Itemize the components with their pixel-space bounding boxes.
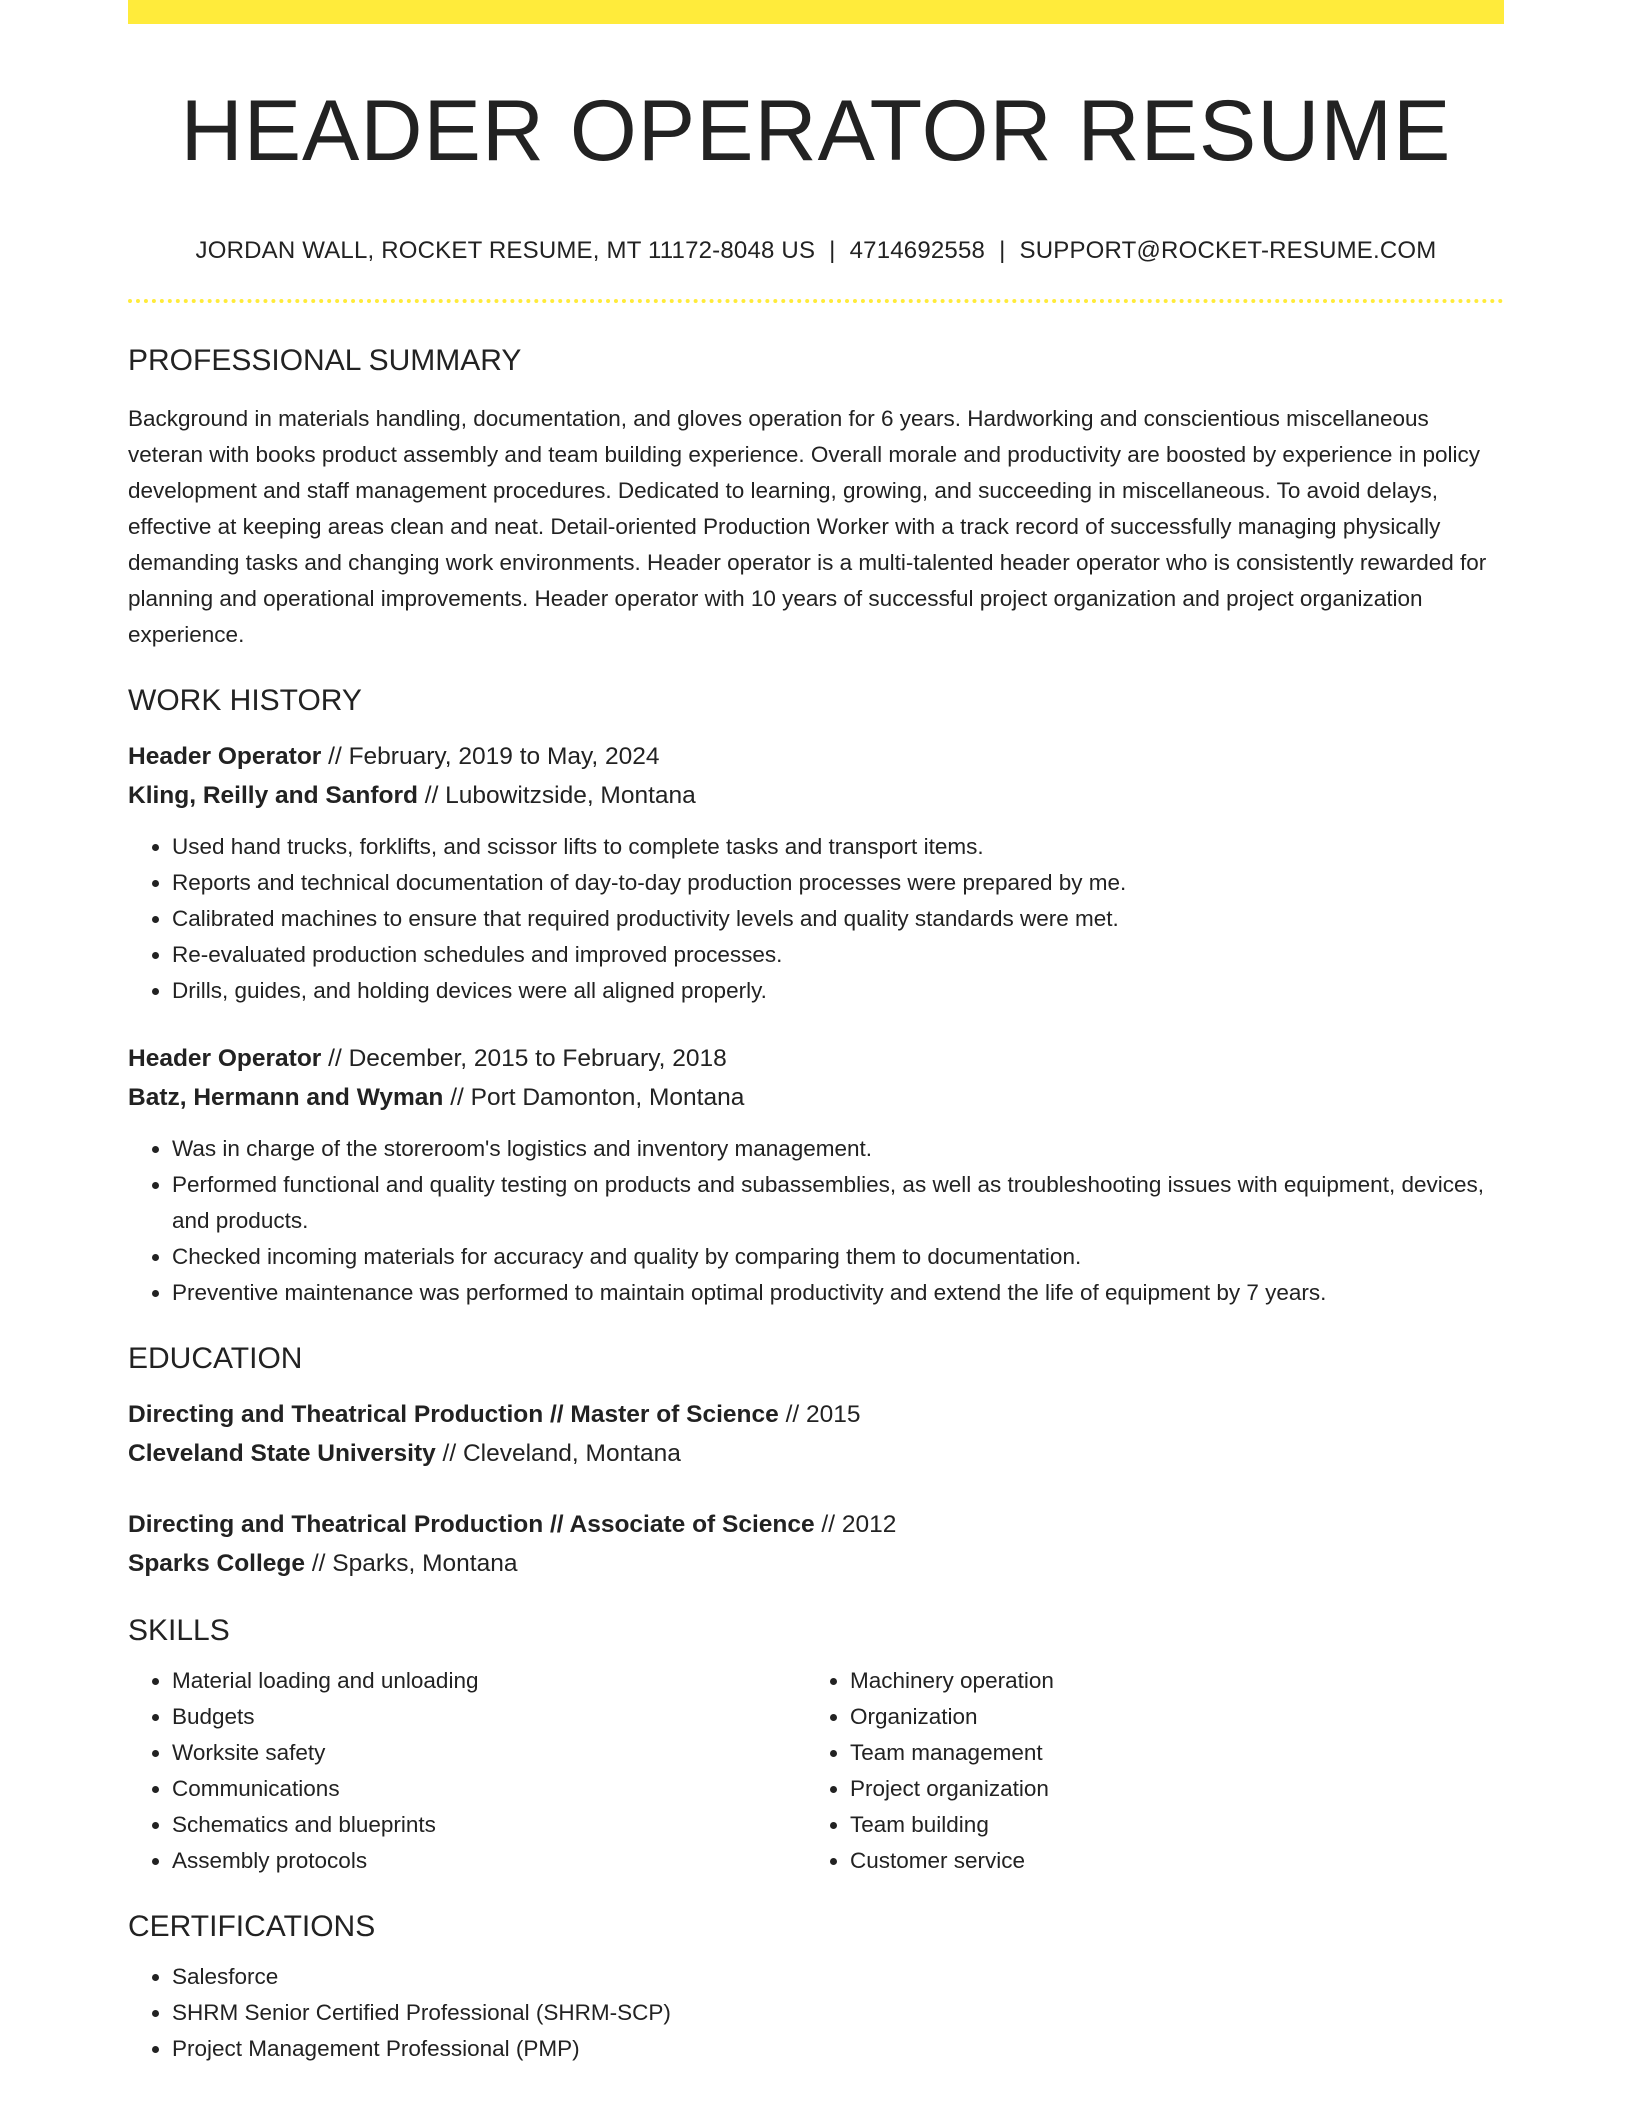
certifications-section bbox=[128, 1909, 1504, 2067]
list-item: • Salesforce bbox=[172, 1959, 1504, 1995]
contact-email: SUPPORT@ROCKET-RESUME.COM bbox=[1019, 236, 1437, 264]
graduation-year: // 2015 bbox=[778, 1401, 861, 1429]
list-item: • SHRM Senior Certified Professional (SHRM-SCP) bbox=[172, 1995, 1504, 2031]
list-item: • Drills, guides, and holding devices were all aligned properly. bbox=[172, 973, 1504, 1009]
school-location: // Sparks, Montana bbox=[305, 1550, 518, 1578]
school-name: Sparks College bbox=[128, 1550, 306, 1578]
degree-line bbox=[128, 1395, 1504, 1434]
job-role: Header Operator bbox=[128, 1045, 322, 1073]
job-entry bbox=[128, 1039, 1504, 1311]
school-line bbox=[128, 1434, 1504, 1473]
school-line bbox=[128, 1544, 1504, 1583]
summary-paragraph: Background in materials handling, documentation, and gloves operation for 6 years. Hardworking and conscientious miscellaneous veteran with books product assembly and team building experience. Overall morale and productivity are boosted by experience in policy development and staff management procedures. Dedicated to learning, growing, and succeeding in miscellaneous. To avoid delays, effective at keeping areas clean and neat. Detail-oriented Production Worker with a track record of successfully managing physically demanding tasks and changing work environments. Header operator is a multi-talented header operator who is consistently rewarded for planning and operational improvements. Header operator with 10 years of successful project organization and project organization experience. bbox=[128, 406, 1487, 648]
list-item: • Worksite safety bbox=[172, 1735, 806, 1771]
job-location: // Lubowitzside, Montana bbox=[417, 782, 696, 810]
skills-list bbox=[806, 1663, 1484, 1879]
list-item: • Machinery operation bbox=[850, 1663, 1484, 1699]
list-item: • Team building bbox=[850, 1807, 1484, 1843]
job-entry bbox=[128, 737, 1504, 1009]
list-item: • Assembly protocols bbox=[172, 1843, 806, 1879]
contact-separator: | bbox=[829, 236, 836, 264]
contact-separator: | bbox=[999, 236, 1006, 264]
skills-grid bbox=[128, 1663, 1504, 1879]
job-dates: // February, 2019 to May, 2024 bbox=[321, 743, 660, 771]
job-title-line bbox=[128, 1039, 1504, 1078]
contact-phone: 4714692558 bbox=[849, 236, 986, 264]
contact-line bbox=[128, 237, 1504, 266]
certifications-list bbox=[128, 1959, 1504, 2067]
school-name: Cleveland State University bbox=[128, 1440, 436, 1468]
section-title-education: EDUCATION bbox=[128, 1342, 303, 1376]
section-title-certifications: CERTIFICATIONS bbox=[128, 1910, 376, 1944]
education-section bbox=[128, 1341, 1504, 1583]
list-item: • Schematics and blueprints bbox=[172, 1807, 806, 1843]
job-company-line bbox=[128, 1078, 1504, 1117]
section-title-work-history: WORK HISTORY bbox=[128, 684, 362, 718]
job-company: Kling, Reilly and Sanford bbox=[128, 782, 418, 810]
dotted-divider bbox=[128, 299, 1504, 303]
list-item: • Was in charge of the storeroom's logistics and inventory management. bbox=[172, 1131, 1504, 1167]
work-history-section bbox=[128, 683, 1504, 1311]
job-dates: // December, 2015 to February, 2018 bbox=[321, 1045, 727, 1073]
degree: Directing and Theatrical Production // Associate of Science bbox=[128, 1511, 815, 1539]
list-item: • Organization bbox=[850, 1699, 1484, 1735]
resume-page bbox=[128, 0, 1504, 2067]
list-item: • Customer service bbox=[850, 1843, 1484, 1879]
list-item: • Checked incoming materials for accuracy and quality by comparing them to documentation. bbox=[172, 1239, 1504, 1275]
section-title-skills: SKILLS bbox=[128, 1614, 230, 1648]
list-item: • Re-evaluated production schedules and improved processes. bbox=[172, 937, 1504, 973]
job-company-line bbox=[128, 776, 1504, 815]
skills-list bbox=[128, 1663, 806, 1879]
job-title-line bbox=[128, 737, 1504, 776]
list-item: • Reports and technical documentation of day-to-day production processes were prepared by me. bbox=[172, 865, 1504, 901]
list-item: • Calibrated machines to ensure that required productivity levels and quality standards were met. bbox=[172, 901, 1504, 937]
resume-title: HEADER OPERATOR RESUME bbox=[180, 83, 1452, 179]
list-item: • Project organization bbox=[850, 1771, 1484, 1807]
degree: Directing and Theatrical Production // Master of Science bbox=[128, 1401, 779, 1429]
list-item: • Team management bbox=[850, 1735, 1484, 1771]
skills-column-left bbox=[128, 1663, 806, 1879]
list-item: • Performed functional and quality testing on products and subassemblies, as well as troubleshooting issues with equipment, devices, and products. bbox=[172, 1167, 1504, 1239]
skills-column-right bbox=[806, 1663, 1484, 1879]
education-entry bbox=[128, 1395, 1504, 1473]
list-item: • Preventive maintenance was performed to maintain optimal productivity and extend the life of equipment by 7 years. bbox=[172, 1275, 1504, 1311]
graduation-year: // 2012 bbox=[814, 1511, 897, 1539]
contact-address: JORDAN WALL, ROCKET RESUME, MT 11172-8048 US bbox=[195, 236, 816, 264]
job-company: Batz, Hermann and Wyman bbox=[128, 1084, 444, 1112]
list-item: • Communications bbox=[172, 1771, 806, 1807]
list-item: • Material loading and unloading bbox=[172, 1663, 806, 1699]
accent-top-bar bbox=[128, 0, 1504, 24]
list-item: • Budgets bbox=[172, 1699, 806, 1735]
section-title-summary: PROFESSIONAL SUMMARY bbox=[128, 344, 522, 378]
list-item: • Project Management Professional (PMP) bbox=[172, 2031, 1504, 2067]
job-role: Header Operator bbox=[128, 743, 322, 771]
job-bullets bbox=[128, 829, 1504, 1009]
skills-section bbox=[128, 1613, 1504, 1879]
list-item: • Used hand trucks, forklifts, and scissor lifts to complete tasks and transport items. bbox=[172, 829, 1504, 865]
degree-line bbox=[128, 1505, 1504, 1544]
school-location: // Cleveland, Montana bbox=[435, 1440, 681, 1468]
education-entry bbox=[128, 1505, 1504, 1583]
job-location: // Port Damonton, Montana bbox=[443, 1084, 745, 1112]
job-bullets bbox=[128, 1131, 1504, 1311]
